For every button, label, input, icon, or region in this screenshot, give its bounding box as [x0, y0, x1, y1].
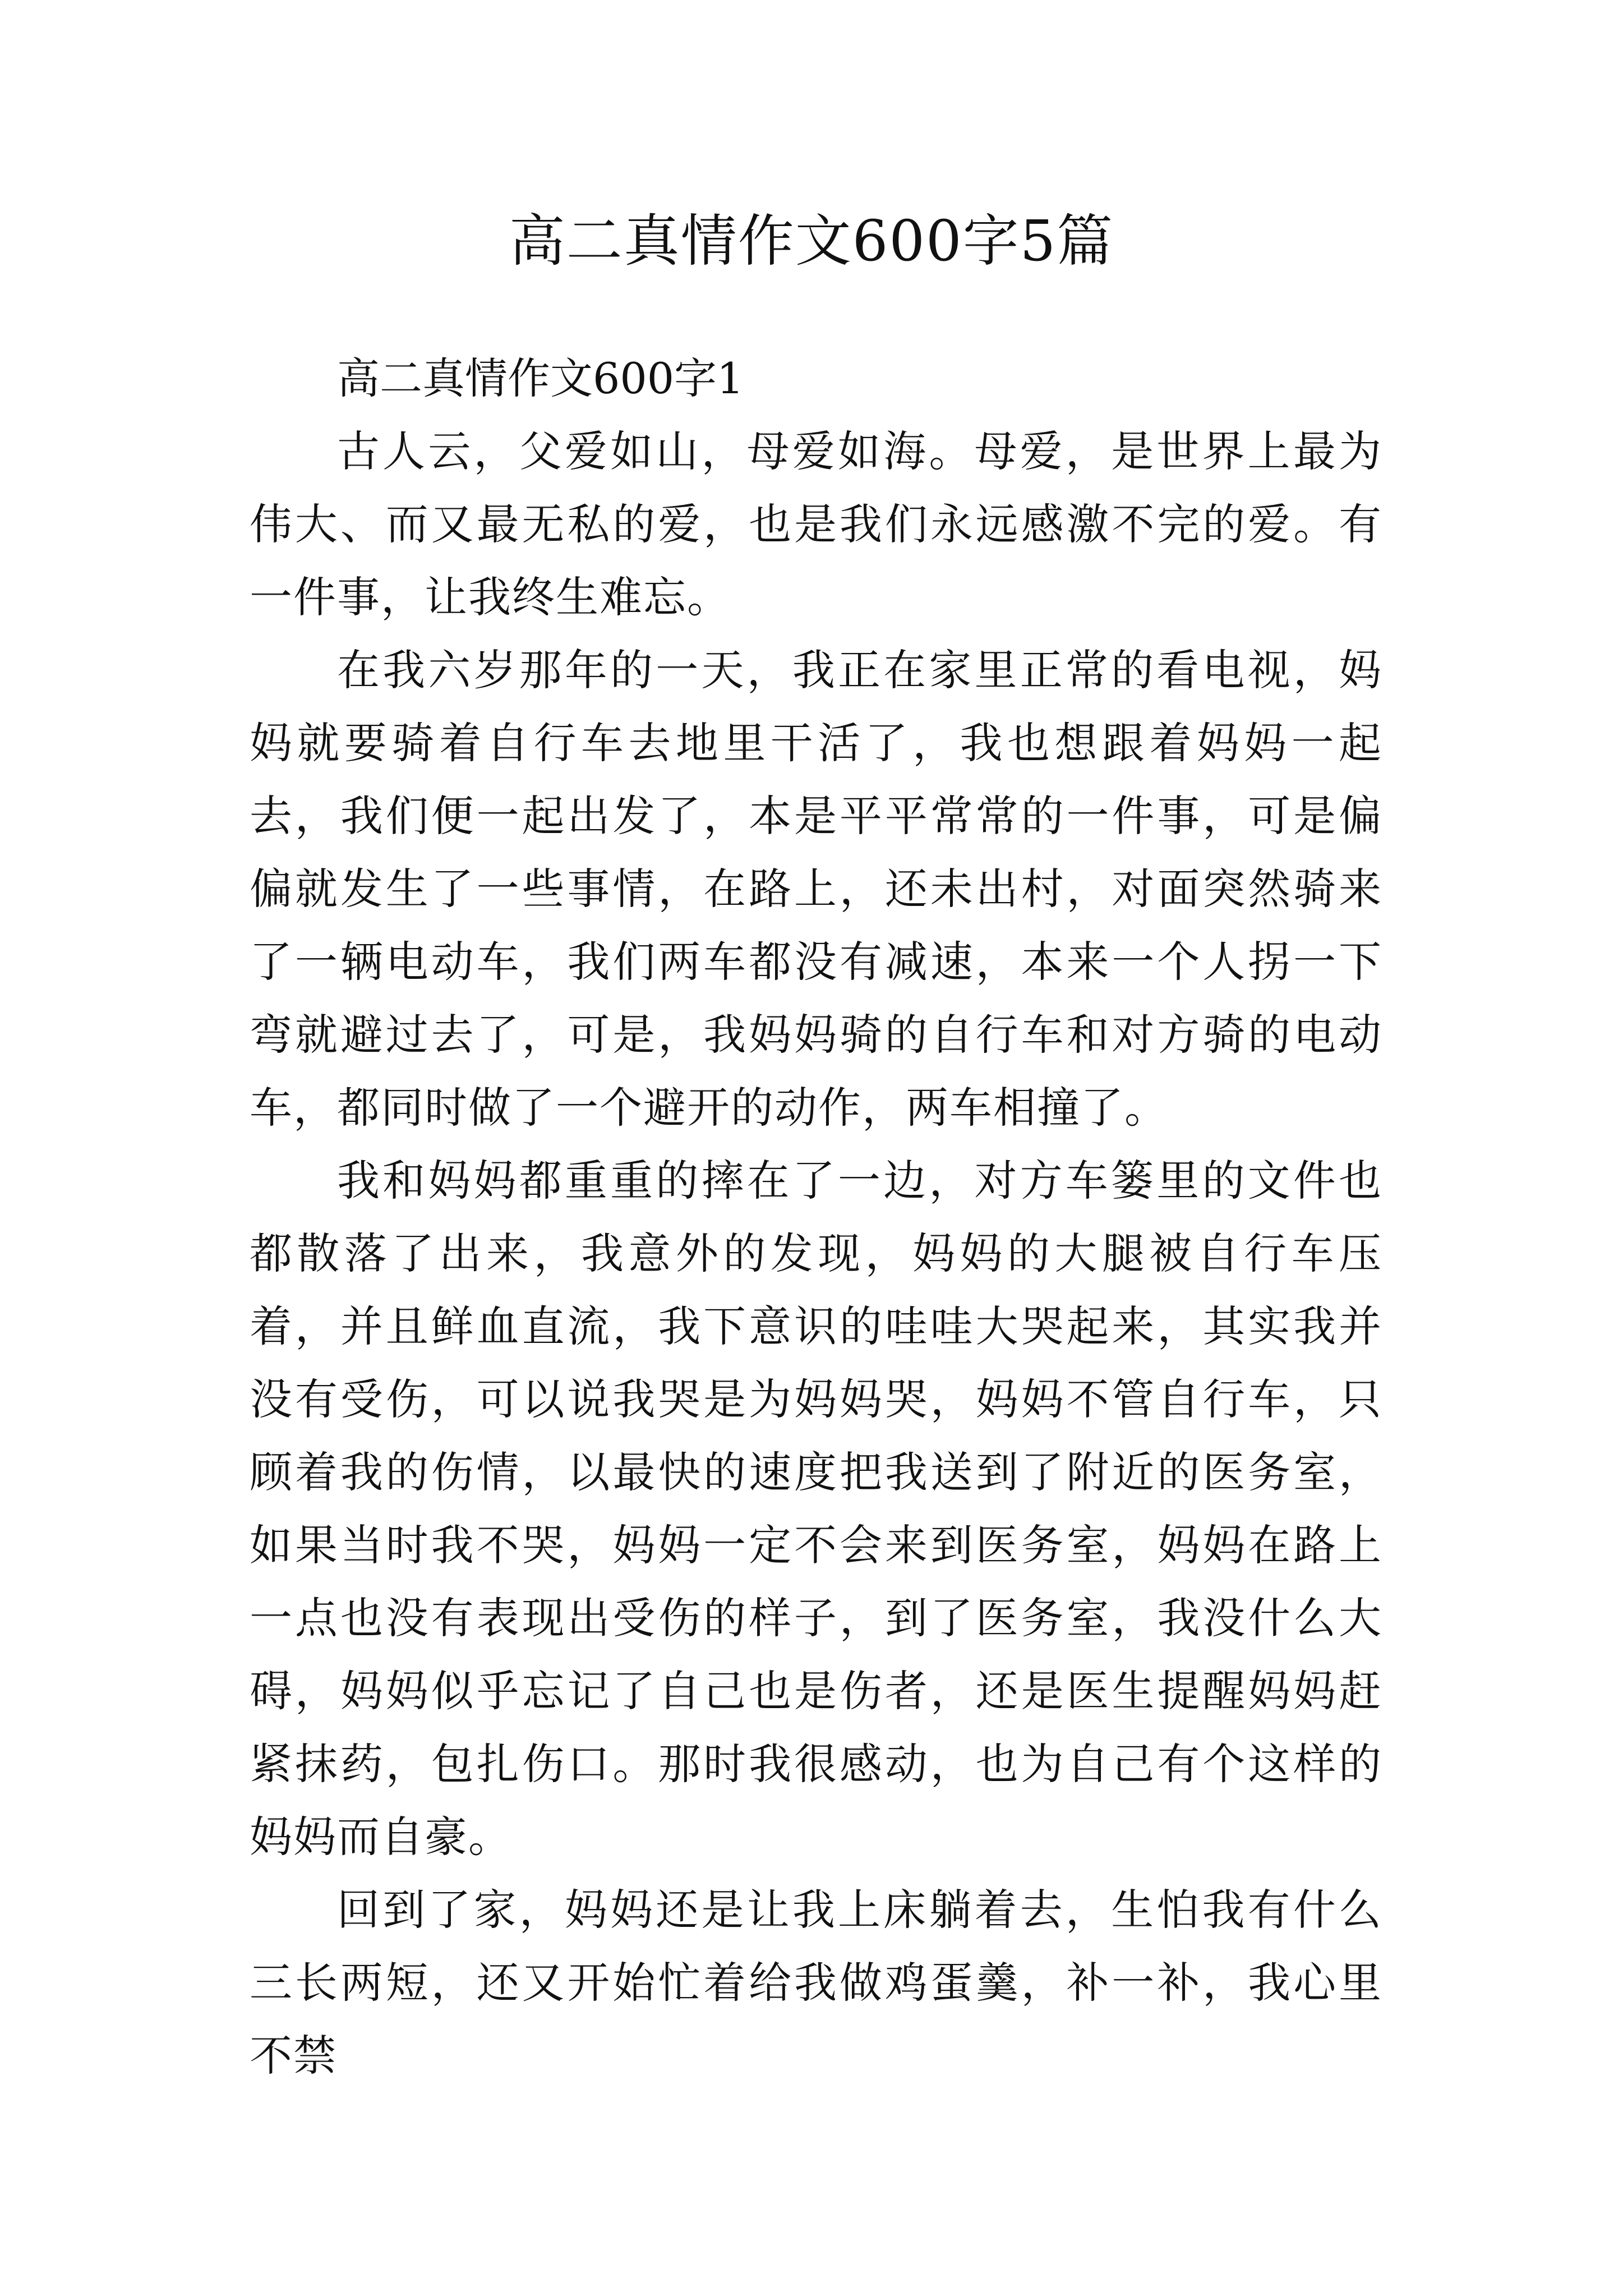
- document-body: [250, 342, 1382, 2092]
- paragraph-4: 回到了家，妈妈还是让我上床躺着去，生怕我有什么三长两短，还又开始忙着给我做鸡蛋羹，补一补，我心里不禁: [250, 1885, 1382, 2081]
- document-title: 高二真情作文600字5篇: [509, 208, 1114, 274]
- paragraph-2: 在我六岁那年的一天，我正在家里正常的看电视，妈妈就要骑着自行车去地里干活了，我也想跟着妈妈一起去，我们便一起出发了，本是平平常常的一件事，可是偏偏就发生了一些事情，在路上，还未出村，对面突然骑来了一辆电动车，我们两车都没有减速，本来一个人拐一下弯就避过去了，可是，我妈妈骑的自行车和对方骑的电动车，都同时做了一个避开的动作，两车相撞了。: [250, 645, 1382, 1133]
- paragraph-1: 古人云，父爱如山，母爱如海。母爱，是世界上最为伟大、而又最无私的爱，也是我们永远感激不完的爱。有一件事，让我终生难忘。: [250, 426, 1382, 622]
- paragraph-3: 我和妈妈都重重的摔在了一边，对方车篓里的文件也都散落了出来，我意外的发现，妈妈的大腿被自行车压着，并且鲜血直流，我下意识的哇哇大哭起来，其实我并没有受伤，可以说我哭是为妈妈哭，妈妈不管自行车，只顾着我的伤情，以最快的速度把我送到了附近的医务室，如果当时我不哭，妈妈一定不会来到医务室，妈妈在路上一点也没有表现出受伤的样子，到了医务室，我没什么大碍，妈妈似乎忘记了自己也是伤者，还是医生提醒妈妈赶紧抹药，包扎伤口。那时我很感动，也为自己有个这样的妈妈而自豪。: [250, 1156, 1382, 1862]
- essay-heading: 高二真情作文600字1: [337, 353, 744, 403]
